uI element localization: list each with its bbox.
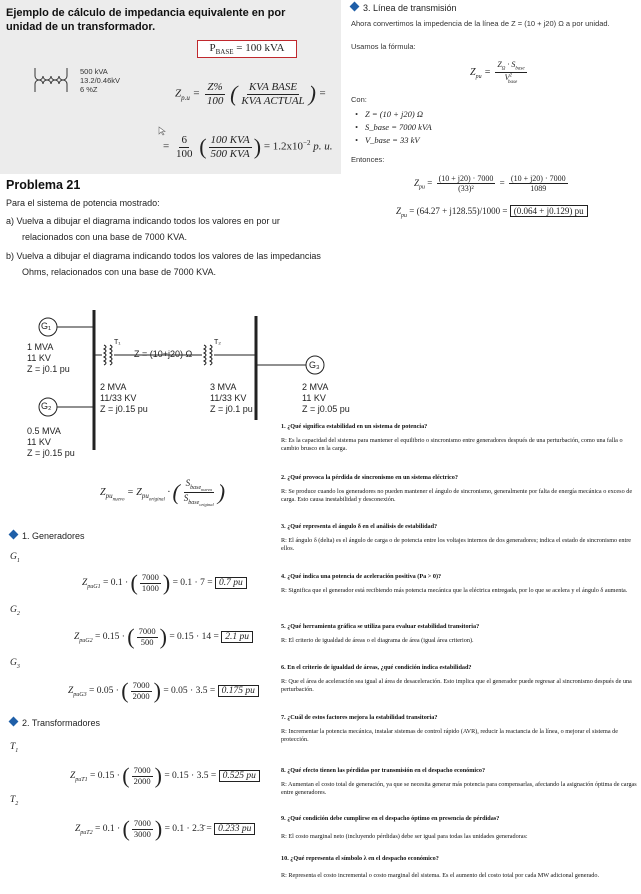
var-name: T — [10, 795, 16, 805]
t1-label: T₁ — [114, 339, 121, 346]
result-value: = 1.2x10 — [261, 140, 304, 153]
question: 9. ¿Qué condición debe cumplirse en el despacho óptimo en presencia de pérdidas? — [281, 815, 500, 822]
section-title-text: 2. Transformadores — [22, 718, 101, 728]
frac-num: 7000 — [133, 764, 151, 775]
var-sub: 3 — [16, 663, 20, 670]
qa-item — [281, 767, 637, 797]
ratio-fraction — [137, 627, 158, 648]
section-title-linea — [351, 3, 457, 13]
factor: = 0.1 · — [92, 824, 123, 835]
lhs-sub: puT2 — [80, 830, 93, 837]
lhs-sub: pu — [105, 491, 113, 500]
answer: R: El ángulo δ (delta) es el ángulo de carga o de potencia entre los voltajes internos de dos generadores; indica el estado de sincronismo entre ellos. — [281, 537, 632, 552]
frac-num: 7000 — [138, 625, 156, 636]
result-unit: p. u. — [310, 140, 333, 153]
result-box: 0.525 pu — [219, 770, 260, 782]
formula-fraction — [495, 60, 526, 86]
num-s: S — [185, 478, 191, 488]
list-item: • Z = (10 + j20) Ω — [355, 108, 432, 121]
item-a-line2: relacionados con una base de 7000 KVA. — [22, 232, 187, 242]
mid-result: = 0.15 · 14 = — [166, 632, 222, 643]
g3-calculation: $Z_{puG3} = 0.05$ · ( $\frac{7000}{2000}$ ) = 0.05 · 3.5 = 0.175 pu — [68, 678, 259, 704]
item-b-line2: Ohms, relacionados con una base de 7000 KVA. — [22, 267, 216, 277]
transformer-spec — [80, 67, 120, 94]
var-name: G — [10, 605, 17, 615]
frac-den: 500 — [140, 636, 154, 647]
frac-den: 500 KVA — [210, 147, 250, 160]
spec-kv: 13.2/0.46kV — [80, 76, 121, 85]
entonces-label: Entonces: — [351, 155, 385, 164]
qa-item — [281, 573, 637, 595]
den-v-sub: base — [508, 79, 518, 85]
line-equation-2: $Z_{pu} = (64.27 + j128.55)/1000 = (0.064 + j0.129)$ pu — [396, 206, 588, 219]
problem-intro: Para el sistema de potencia mostrado: — [6, 198, 160, 208]
var-name: T — [10, 742, 16, 752]
pbase-value: = 100 kVA — [233, 42, 285, 54]
line-z-label: Z = (10+j20) Ω — [134, 349, 193, 359]
t1-heading — [10, 742, 18, 754]
problem-fade — [330, 210, 350, 280]
diamond-bullet-icon — [9, 530, 19, 540]
question: 8. ¿Qué efecto tienen las pérdidas por transmisión en el despacho económico? — [281, 767, 486, 774]
t1-spec-z: Z = j0.15 pu — [100, 404, 148, 414]
formula-den — [503, 73, 520, 85]
lhs: Z — [100, 486, 106, 498]
g1-calculation: $Z_{puG1} = 0.1$ · ( $\frac{7000}{1000}$ ) = 0.1 · 7 = 0.7 pu — [82, 570, 247, 596]
mid-result: = 0.1 · 7 = — [170, 578, 215, 589]
question: 3. ¿Qué representa el ángulo δ en el análisis de estabilidad? — [281, 523, 438, 530]
ratio-fraction — [132, 766, 153, 787]
g3-label: G₃ — [309, 360, 320, 370]
question: 1. ¿Qué significa estabilidad en un sistema de potencia? — [281, 423, 428, 430]
frac-num: 7000 — [132, 679, 150, 690]
factor: = 0.15 · — [87, 771, 123, 782]
g1-spec-z: Z = j0.1 pu — [27, 364, 70, 374]
ratio-fraction — [140, 573, 161, 594]
g1-spec-kv: 11 KV — [27, 353, 51, 363]
factor: = 0.05 · — [86, 686, 122, 697]
ratio-fraction — [182, 478, 216, 507]
rhs: = Z — [124, 486, 142, 498]
ratio-num — [184, 478, 214, 493]
frac-num: (10 + j20) · 7000 — [510, 174, 566, 183]
answer: R: Es la capacidad del sistema para mantener el equilibrio o sincronismo entre generadores después de una perturbación, como una falla o cambio brusco en la carga. — [281, 437, 623, 452]
item-b-line1: b) Vuelva a dibujar el diagrama indicando todos los valores de las impedancias — [6, 251, 321, 261]
line-intro: Ahora convertimos la impedencia de la línea de Z = (10 + j20) Ω a por unidad. — [351, 19, 610, 28]
answer: R: Aumentan el costo total de generación, ya que se necesita generar más potencia para compensarlas, afectando la asignación óptima de cargas entre generadores. — [281, 781, 637, 796]
question: 10. ¿Qué representa el símbolo λ en el despacho económico? — [281, 855, 439, 862]
g2-calculation: $Z_{puG2} = 0.15$ · ( $\frac{7000}{500}$ ) = 0.15 · 14 = 2.1 pu — [74, 624, 253, 650]
t1-spec-kv: 11/33 KV — [100, 393, 137, 403]
den-v: V — [504, 73, 510, 83]
qa-item — [281, 815, 637, 841]
num-s: · S — [505, 60, 516, 69]
num-z: Z — [497, 60, 502, 69]
mid-result: = 0.1 · 2.3̄ = — [162, 824, 215, 835]
frac-num: KVA BASE — [248, 81, 298, 93]
factor: = 0.1 · — [100, 578, 131, 589]
frac-num: Z% — [207, 81, 223, 93]
var-name: G — [10, 552, 17, 562]
usamos-text: Usamos la fórmula: — [351, 42, 416, 51]
result-box: 0.175 pu — [218, 685, 259, 697]
list-item: • V_base = 33 kV — [355, 134, 432, 147]
qa-item — [281, 664, 637, 694]
frac-num: 100 KVA — [210, 134, 250, 146]
g1-spec-mva: 1 MVA — [27, 342, 54, 352]
var-sub: 1 — [15, 747, 19, 754]
result-exp: −2 — [303, 139, 311, 148]
ratio-fraction — [131, 681, 152, 702]
lhs-subsub: nuevo — [112, 497, 125, 503]
ratio-den — [182, 493, 216, 507]
result-box: 2.1 pu — [221, 631, 253, 643]
section-title-text: 3. Línea de transmisión — [363, 3, 457, 13]
t2-spec-mva: 3 MVA — [210, 382, 237, 392]
lhs-sub: puG3 — [73, 692, 87, 699]
answer: R: Representa el costo incremental o costo marginal del sistema. Es el aumento del costo total por cada MW adicional generado. — [281, 872, 599, 879]
num-z-sub: Ω — [501, 66, 506, 72]
section-title-transformadores — [10, 718, 100, 728]
ratio-fraction — [132, 819, 153, 840]
g3-heading — [10, 658, 20, 670]
slide-title: Ejemplo de cálculo de impedancia equivalente en por unidad de un transformador. — [6, 7, 286, 33]
t2-calculation: $Z_{puT2} = 0.1$ · ( $\frac{7000}{3000}$ ) = 0.1 · 2.3̄ = 0.233 pu — [75, 816, 255, 842]
g3-spec-kv: 11 KV — [302, 393, 326, 403]
frac-num: (10 + j20) · 7000 — [438, 174, 494, 183]
den-subsub: original — [199, 502, 214, 508]
pbase-box — [197, 40, 297, 58]
frac-den: 2000 — [133, 775, 151, 786]
pbase-label: P — [209, 42, 216, 54]
answer: R: El criterio de igualdad de áreas o el diagrama de área (igual área criterion). — [281, 637, 474, 644]
rhs-subsub: original — [148, 497, 165, 503]
spec-kva: 500 kVA — [80, 67, 108, 76]
g2-spec-kv: 11 KV — [27, 437, 51, 447]
qa-item — [281, 523, 637, 553]
question: 5. ¿Qué herramienta gráfica se utiliza para evaluar estabilidad transitoria? — [281, 623, 480, 630]
answer: R: Significa que el generador está recibiendo más potencia mecánica que la eléctrica entregada, por lo que se acelera y el ángulo δ aumenta. — [281, 587, 628, 594]
section-title-text: 1. Generadores — [22, 531, 85, 541]
t1-spec-mva: 2 MVA — [100, 382, 127, 392]
question: 2. ¿Qué provoca la pérdida de sincronismo en un sistema eléctrico? — [281, 474, 458, 481]
frac-num: 7000 — [133, 817, 151, 828]
question: 6. En el criterio de igualdad de áreas, ¿qué condición indica estabilidad? — [281, 664, 472, 671]
problem-item-b — [6, 248, 346, 280]
mid-result: = 0.15 · 3.5 = — [161, 771, 219, 782]
question: 7. ¿Cuál de estos factores mejora la estabilidad transitoria? — [281, 714, 438, 721]
t2-spec-z: Z = j0.1 pu — [210, 404, 253, 414]
result-equation: = $\frac{6}{100}$ ( $\frac{\text{100 KVA}}{\text{500 KVA}}$ ) = $1.2x10^{-2}$ p. u. — [163, 134, 333, 160]
answer: R: El costo marginal neto (incluyendo pérdidas) debe ser igual para todas las unidades generadoras: — [281, 833, 528, 840]
lhs-sub: puG1 — [87, 584, 101, 591]
g1-label: G₁ — [41, 321, 52, 331]
section-title-generadores — [10, 531, 85, 541]
result-box: 0.233 pu — [214, 823, 255, 835]
kva-ratio-fraction — [239, 81, 306, 107]
den-s: S — [183, 493, 189, 504]
var-sub: 1 — [16, 557, 20, 564]
qa-item — [281, 855, 637, 880]
formula-num — [495, 60, 526, 73]
var-name: G — [10, 658, 17, 668]
zpu-equation: $Z_{p.u}$ = $\frac{Z\%}{100}$ ( $\frac{\text{KVA BASE}}{\text{KVA ACTUAL}}$ ) = — [175, 81, 327, 107]
diamond-bullet-icon — [9, 717, 19, 727]
pbase-sub: BASE — [215, 48, 234, 57]
g3-spec-mva: 2 MVA — [302, 382, 329, 392]
result-box: 0.7 pu — [215, 577, 247, 589]
con-label: Con: — [351, 95, 367, 104]
formula-lhs: Z — [470, 67, 476, 79]
result-frac2 — [209, 134, 252, 160]
frac-den: 1089 — [530, 184, 547, 194]
frac-num: 6 — [181, 134, 187, 146]
frac-den: 2000 — [132, 690, 150, 701]
rhs-sub: pu — [141, 491, 149, 500]
den-v-sup: 2 — [509, 73, 513, 79]
frac-den: (33)² — [458, 184, 474, 194]
problem-title: Problema 21 — [6, 178, 81, 192]
spec-z: 6 %Z — [80, 85, 98, 94]
qa-item — [281, 623, 637, 645]
line-result-box: (0.064 + j0.129) pu — [510, 205, 588, 217]
eq2-left: = (64.27 + j128.55)/1000 = — [407, 206, 510, 216]
line-equation-1: $Z_{pu}$ = $\frac{(10 + j20) \cdot 7000}{\text{(33)²}}$ = $\frac{(10 + j20) \cdot 7000}{1089}$ — [414, 174, 566, 194]
t1-calculation: $Z_{puT1} = 0.15$ · ( $\frac{7000}{2000}$ ) = 0.15 · 3.5 = 0.525 pu — [70, 763, 260, 789]
frac-den: KVA ACTUAL — [241, 94, 305, 107]
frac-num: 7000 — [141, 571, 159, 582]
t2-heading — [10, 795, 18, 807]
item-a-line1: a) Vuelva a dibujar el diagrama indicando todos los valores en por ur — [6, 216, 280, 226]
lhs-sub: puT1 — [75, 777, 88, 784]
frac-den: 1000 — [141, 582, 159, 593]
result-frac1 — [174, 134, 195, 160]
g2-spec-z: Z = j0.15 pu — [27, 448, 75, 458]
t2-label: T₂ — [214, 339, 221, 346]
num-subsub: nueva — [201, 486, 212, 492]
zpct-fraction — [205, 81, 226, 107]
con-list — [355, 108, 432, 147]
zpu-symbol: Z — [175, 87, 182, 100]
diamond-bullet-icon — [350, 2, 360, 12]
factor: = 0.15 · — [92, 632, 128, 643]
answer: R: Incrementar la potencia mecánica, instalar sistemas de control rápido (AVR), reducir la reactancia de la línea, o mejorar el sistema de protección. — [281, 728, 618, 743]
t2-spec-kv: 11/33 KV — [210, 393, 247, 403]
g2-spec-mva: 0.5 MVA — [27, 426, 61, 436]
var-sub: 2 — [15, 800, 19, 807]
zpu-sub: p.u — [181, 93, 190, 102]
list-item: • S_base = 7000 kVA — [355, 121, 432, 134]
g2-label: G₂ — [41, 401, 52, 411]
g3-spec-z: Z = j0.05 pu — [302, 404, 350, 414]
var-sub: 2 — [16, 610, 20, 617]
qa-item — [281, 474, 637, 504]
qa-item — [281, 714, 637, 744]
frac-den: 3000 — [133, 828, 151, 839]
lhs-sub: puG2 — [79, 638, 93, 645]
answer: R: Se produce cuando los generadores no pueden mantener el ángulo de sincronismo, generalmente por falta de energía mecánica o exceso de carga. Esto causa inestabilidad y desconexión. — [281, 488, 633, 503]
question: 4. ¿Qué indica una potencia de aceleración positiva (Pa > 0)? — [281, 573, 442, 580]
zpu-formula: $Z_{pu}$ = $\frac{Z_\Omega \cdot S_{base}}{V^2_{base}}$ — [470, 60, 525, 85]
problem-item-a — [6, 213, 346, 245]
eq1-frac-b — [509, 174, 568, 193]
qa-item — [281, 423, 637, 453]
den-sub: base — [188, 499, 200, 506]
formula-lhs-sub: pu — [475, 74, 482, 81]
frac-den: 100 — [175, 147, 193, 160]
transformer-symbol-icon — [32, 64, 72, 94]
num-s-sub: base — [515, 66, 525, 72]
frac-den: 100 — [206, 94, 224, 107]
eq1-frac-a — [437, 174, 496, 193]
g2-heading — [10, 605, 20, 617]
base-change-formula: $Z_{pu_{nuevo}} = Z_{pu_{original}}$ · ( $\frac{S_{base_{nueva}}}{S_{base_{original}}}$ ) — [100, 478, 226, 508]
answer: R: Que el área de aceleración sea igual al área de desaceleración. Esto implica que el generador puede regresar al sincronismo después de una perturbación. — [281, 678, 632, 693]
num-sub: base — [190, 484, 202, 491]
mid-result: = 0.05 · 3.5 = — [160, 686, 218, 697]
g1-heading — [10, 552, 20, 564]
